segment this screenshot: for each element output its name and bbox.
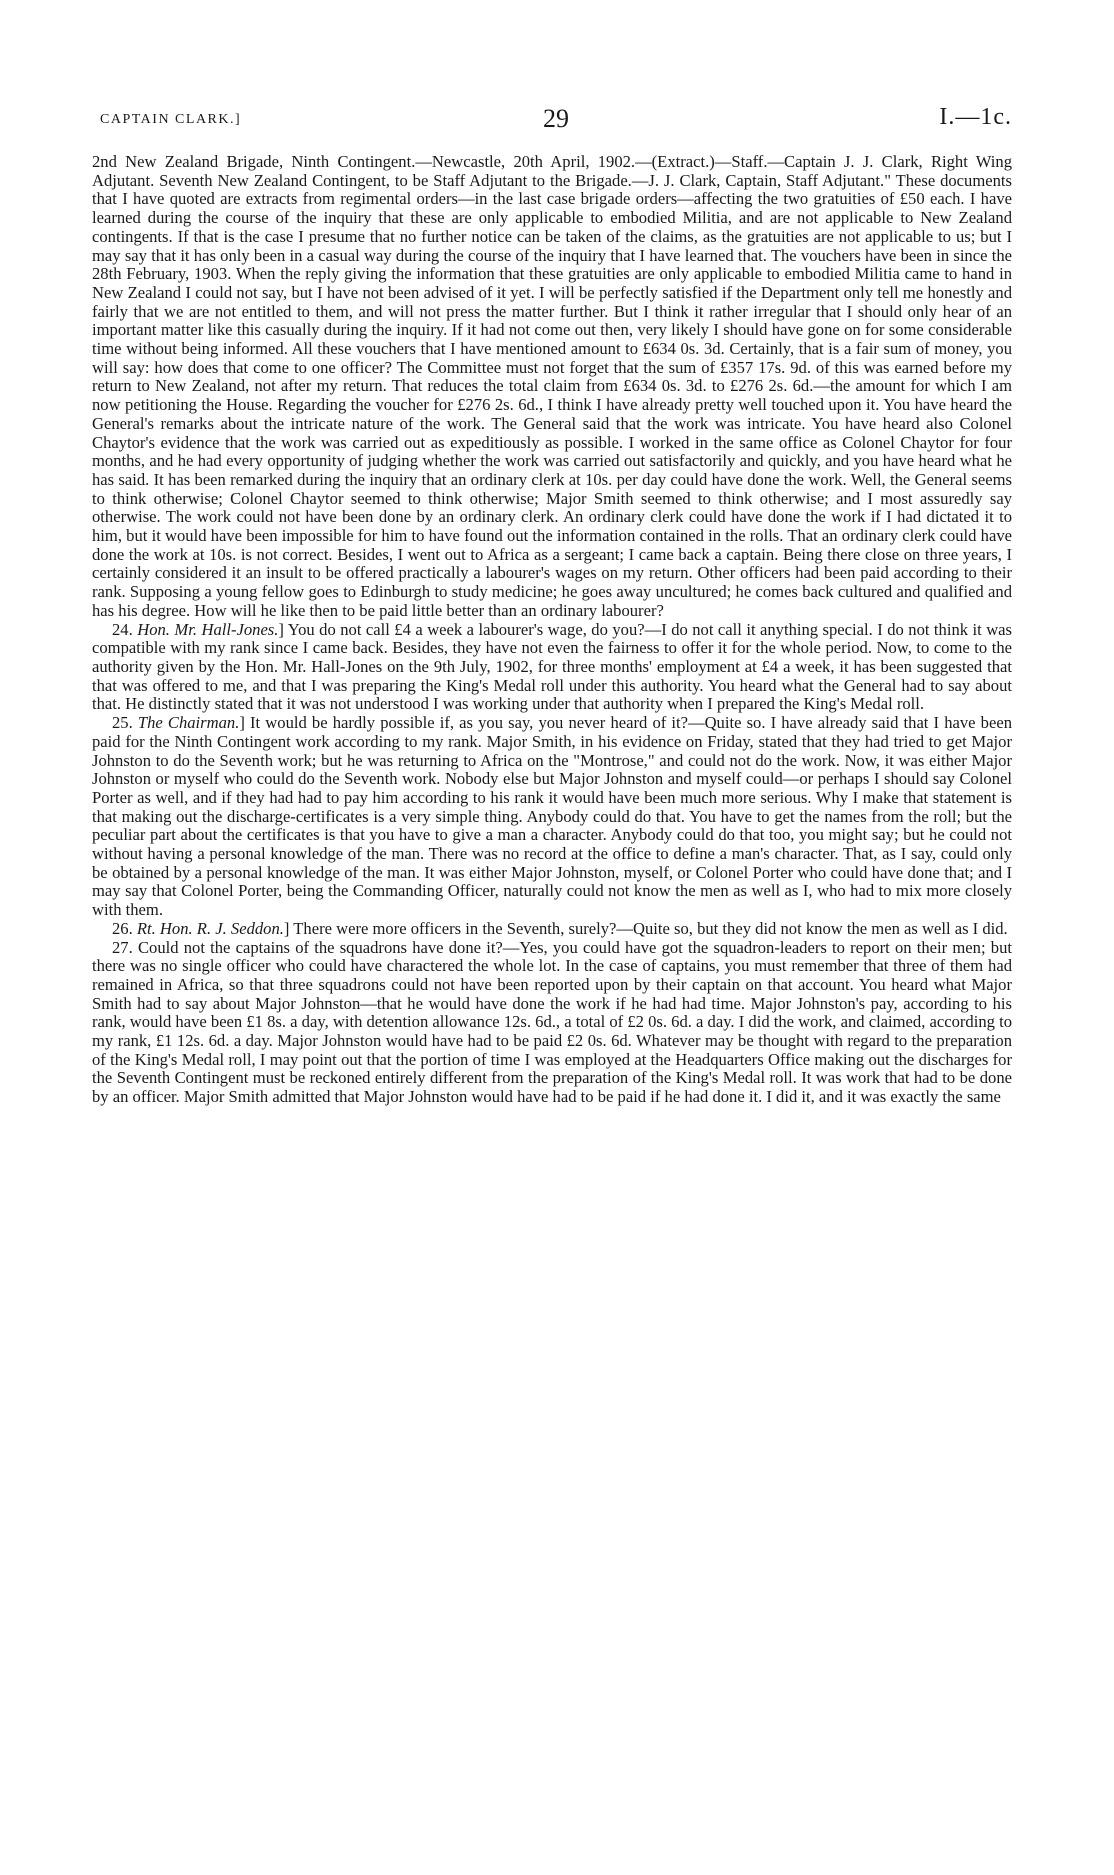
paragraph-text: ] There were more officers in the Seventh, surely?—Quite so, but they did not know the men as well as I did. (283, 918, 1008, 938)
paragraph-text: ] You do not call £4 a week a labourer's wage, do you?—I do not call it anything special. I do not think it was compatible with my rank since I came back. Besides, they have not even the fairness to offer it for the whole period. Now, to come to the authority given by the Hon. Mr. Hall-Jones on the 9th July, 1902, for three months' employment at £4 a week, it has been suggested that that was offered to me, and that I was preparing the King's Medal roll under this authority. You heard what the General had to say about that. He distinctly stated that it was not understood I was working under that authority when I prepared the King's Medal roll. (92, 619, 1012, 714)
speaker-name: Rt. Hon. R. J. Seddon. (136, 918, 284, 938)
paragraph-text: ] It would be hardly possible if, as you say, you never heard of it?—Quite so. I have already said that I have been paid for the Ninth Contingent work according to my rank. Major Smith, in his evidence on Friday, stated that they had tried to get Major Johnston to do the Seventh work; but he was returning to Africa on the "Montrose," and could not do the work. Now, it was either Major Johnston or myself who could do the Seventh work. Nobody else but Major Johnston and myself could—or perhaps I should say Colonel Porter as well, and if they had had to pay him according to his rank it would have been much more serious. Why I make that statement is that making out the discharge-certificates is a very simple thing. Anybody could do that. You have to get the names from the roll; but the peculiar part about the certificates is that you have to give a man a character. Anybody could do that too, you might say; but he could not without having a personal knowledge of the man. There was no record at the office to define a man's character. That, as I say, could only be obtained by a personal knowledge of the man. It was either Major Johnston, myself, or Colonel Porter who could have done that; and I may say that Colonel Porter, being the Commanding Officer, naturally could not know the men as well as I, who had to mix more closely with them. (92, 713, 1012, 920)
page-number: 29 (543, 104, 569, 133)
running-head-right: I.—1c. (939, 104, 1012, 130)
paragraph-question-27 (92, 939, 1012, 1107)
paragraph-text: Could not the captains of the squadrons have done it?—Yes, you could have got the squadron-leaders to report on their men; but there was no single officer who could have charactered the whole lot. In the case of captains, you must remember that three of them had remained in Africa, so that three squadrons could not have been reported upon by their captain on that account. You heard what Major Smith had to say about Major Johnston—that he would have done the work if he had had time. Major Johnston's pay, according to his rank, would have been £1 8s. a day, with detention allowance 12s. 6d., a total of £2 0s. 6d. a day. I did the work, and claimed, according to my rank, £1 12s. 6d. a day. Major Johnston would have had to be paid £2 0s. 6d. Whatever may be thought with regard to the preparation of the King's Medal roll, I may point out that the portion of time I was employed at the Headquarters Office making out the discharges for the Seventh Contingent must be reckoned entirely different from the preparation of the King's Medal roll. It was work that had to be done by an officer. Major Smith admitted that Major Johnston would have had to be paid if he had done it. I did it, and it was exactly the same (92, 937, 1012, 1107)
paragraph-question-24 (92, 621, 1012, 715)
question-number: 24. (112, 619, 138, 639)
speaker-name: The Chairman. (137, 713, 240, 733)
paragraph-continuation (92, 153, 1012, 621)
paragraph-text: 2nd New Zealand Brigade, Ninth Contingent.—Newcastle, 20th April, 1902.—(Extract.)—Staff.—Captain J. J. Clark, Right Wing Adjutant. Seventh New Zealand Contingent, to be Staff Adjutant to the Brigade.—J. J. Clark, Captain, Staff Adjutant." These documents that I have quoted are extracts from regimental orders—in the last case brigade orders—affecting the two gratuities of £50 each. I have learned during the course of the inquiry that these are only applicable to embodied Militia, and are not applicable to New Zealand contingents. If that is the case I presume that no further notice can be taken of the claims, as the gratuities are not applicable to us; but I may say that it has only been in a casual way during the course of the inquiry that I have learned that. The vouchers have been in since the 28th February, 1903. When the reply giving the information that these gratuities are only applicable to embodied Militia came to hand in New Zealand I could not say, but I have not been advised of it yet. I will be perfectly satisfied if the Department only tell me honestly and fairly that we are not entitled to them, and will not press the matter further. But I think it rather irregular that I should only hear of an important matter like this casually during the inquiry. If it had not come out then, very likely I should have gone on for some considerable time without being informed. All these vouchers that I have mentioned amount to £634 0s. 3d. Certainly, that is a fair sum of money, you will say: how does that come to one officer? The Committee must not forget that the sum of £357 17s. 9d. of this was earned before my return to New Zealand, not after my return. That reduces the total claim from £634 0s. 3d. to £276 2s. 6d.—the amount for which I am now petitioning the House. Regarding the voucher for £276 2s. 6d., I think I have already pretty well touched upon it. You have heard the General's remarks about the intricate nature of the work. The General said that the work was intricate. You have heard also Colonel Chaytor's evidence that the work was carried out as expeditiously as possible. I worked in the same office as Colonel Chaytor for four months, and he had every opportunity of judging whether the work was carried out satisfactorily and quickly, and you have heard what he has said. It has been remarked during the inquiry that an ordinary clerk at 10s. per day could have done the work. Well, the General seems to think otherwise; Colonel Chaytor seemed to think otherwise; Major Smith seemed to think otherwise; and I most assuredly say otherwise. The work could not have been done by an ordinary clerk. An ordinary clerk could have done the work if I had dictated it to him, but it would have been impossible for him to have found out the information contained in the rolls. That an ordinary clerk could have done the work at 10s. is not correct. Besides, I went out to Africa as a sergeant; I came back a captain. Being there close on three years, I certainly considered it an insult to be offered practically a labourer's wages on my return. Other officers had been paid according to their rank. Supposing a young fellow goes to Edinburgh to study medicine; he goes away uncultured; he comes back cultured and qualified and has his degree. How will he like then to be paid little better than an ordinary labourer? (92, 152, 1012, 620)
question-number: 26. (112, 918, 137, 938)
speaker-name: Hon. Mr. Hall-Jones. (137, 619, 279, 639)
running-head-left: CAPTAIN CLARK.] (100, 112, 242, 127)
document-body (92, 153, 1012, 1107)
question-number: 27. (112, 937, 138, 957)
paragraph-question-26 (92, 920, 1012, 939)
page-header (100, 100, 1012, 140)
question-number: 25. (112, 713, 138, 733)
paragraph-question-25 (92, 714, 1012, 920)
